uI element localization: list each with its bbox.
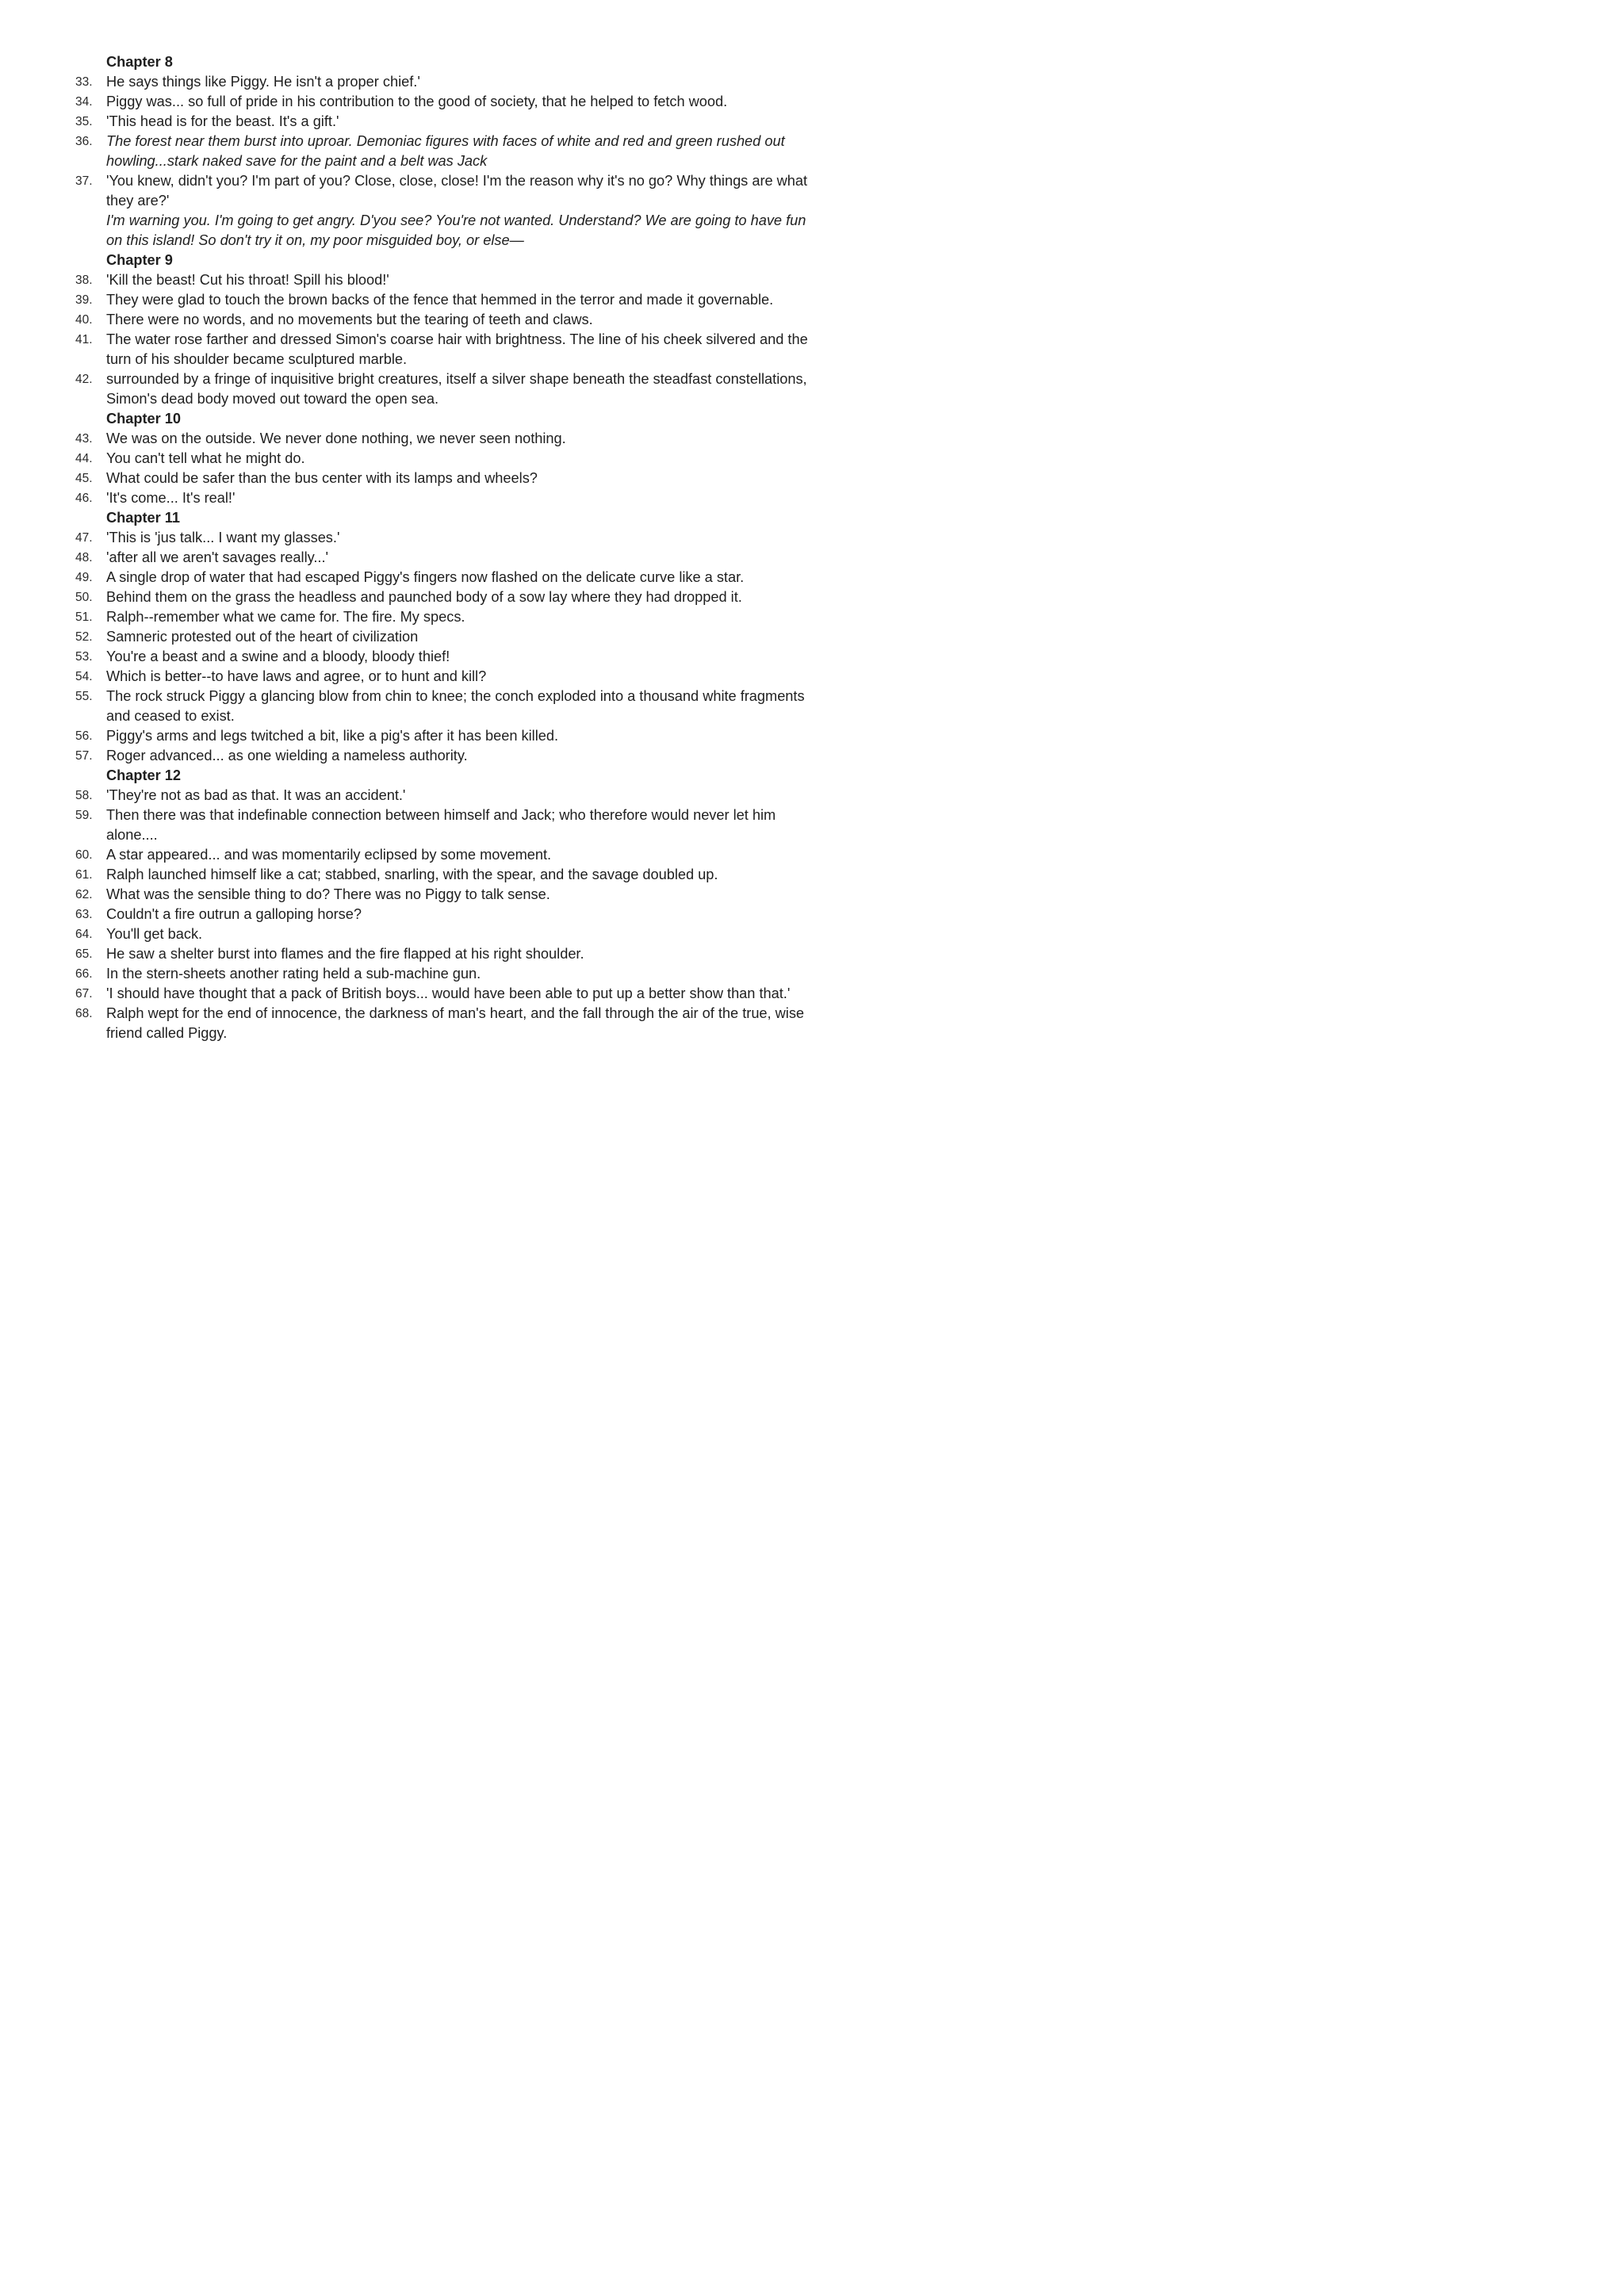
item-number: 50. [75, 591, 93, 604]
item-number: 33. [75, 75, 93, 89]
quote-text: The rock struck Piggy a glancing blow from chin to knee; the conch exploded into a thousand white fragments and ceased to exist. [106, 688, 805, 724]
list-item [75, 944, 821, 964]
quote-text: Couldn't a fire outrun a galloping horse? [106, 906, 362, 922]
item-number: 68. [75, 1007, 93, 1020]
quote-text: Piggy's arms and legs twitched a bit, like a pig's after it has been killed. [106, 728, 559, 744]
quote-text: You're a beast and a swine and a bloody, bloody thief! [106, 649, 450, 664]
chapter-heading: Chapter 9 [106, 252, 173, 268]
quote-text: Roger advanced... as one wielding a nameless authority. [106, 748, 468, 763]
item-number: 67. [75, 987, 93, 1001]
list-item [75, 132, 821, 171]
quote-text: Then there was that indefinable connection between himself and Jack; who therefore would never let him alone.... [106, 807, 776, 843]
item-number: 42. [75, 373, 93, 386]
quote-text: Behind them on the grass the headless and paunched body of a sow lay where they had dropped it. [106, 589, 742, 605]
quote-text: Ralph--remember what we came for. The fire. My specs. [106, 609, 465, 625]
quote-text: Which is better--to have laws and agree, or to hunt and kill? [106, 668, 487, 684]
list-item [75, 171, 821, 211]
quote-text: 'after all we aren't savages really...' [106, 549, 328, 565]
chapter-heading: Chapter 12 [106, 767, 182, 783]
quote-text: Piggy was... so full of pride in his contribution to the good of society, that he helped to fetch wood. [106, 94, 728, 109]
list-item [75, 290, 821, 310]
item-number: 65. [75, 947, 93, 961]
list-item [75, 885, 821, 905]
quote-text: 'Kill the beast! Cut his throat! Spill his blood!' [106, 272, 389, 288]
quote-text: A star appeared... and was momentarily eclipsed by some movement. [106, 847, 552, 863]
quote-text: surrounded by a fringe of inquisitive bright creatures, itself a silver shape beneath the steadfast constellations, Simon's dead body moved out toward the open sea. [106, 371, 807, 407]
quote-text: Ralph launched himself like a cat; stabbed, snarling, with the spear, and the savage doubled up. [106, 867, 718, 882]
list-item [75, 548, 821, 568]
list-item [75, 587, 821, 607]
list-item [75, 488, 821, 508]
quote-text: What could be safer than the bus center with its lamps and wheels? [106, 470, 538, 486]
quote-text: Samneric protested out of the heart of civilization [106, 629, 419, 645]
list-item [75, 845, 821, 865]
quote-text: 'You knew, didn't you? I'm part of you? Close, close, close! I'm the reason why it's no go? Why things are what they are?' [106, 173, 808, 209]
item-number: 63. [75, 908, 93, 921]
list-item [75, 865, 821, 885]
item-number: 59. [75, 809, 93, 822]
item-number: 47. [75, 531, 93, 545]
item-number: 56. [75, 729, 93, 743]
quote-text: A single drop of water that had escaped Piggy's fingers now flashed on the delicate curve like a star. [106, 569, 745, 585]
item-number: 60. [75, 848, 93, 862]
quote-text: He saw a shelter burst into flames and the fire flapped at his right shoulder. [106, 946, 584, 962]
quote-text: The water rose farther and dressed Simon's coarse hair with brightness. The line of his cheek silvered and the turn of his shoulder became sculptured marble. [106, 331, 808, 367]
quote-text: They were glad to touch the brown backs of the fence that hemmed in the terror and made it governable. [106, 292, 774, 308]
list-item [75, 112, 821, 132]
list-item [75, 1004, 821, 1043]
list-item [75, 647, 821, 667]
item-number: 62. [75, 888, 93, 901]
item-number: 36. [75, 135, 93, 148]
list-item [75, 469, 821, 488]
item-number: 58. [75, 789, 93, 802]
item-number: 39. [75, 293, 93, 307]
item-number: 34. [75, 95, 93, 109]
quote-text: 'It's come... It's real!' [106, 490, 236, 506]
list-item [75, 746, 821, 766]
quote-text: 'They're not as bad as that. It was an accident.' [106, 787, 406, 803]
quote-list [75, 52, 821, 1043]
list-item [75, 726, 821, 746]
list-item [75, 568, 821, 587]
item-number: 57. [75, 749, 93, 763]
chapter-heading: Chapter 8 [106, 54, 173, 70]
item-number: 40. [75, 313, 93, 327]
chapter-heading: Chapter 10 [106, 411, 182, 427]
list-item [75, 667, 821, 687]
list-item [75, 607, 821, 627]
item-number: 66. [75, 967, 93, 981]
item-number: 64. [75, 928, 93, 941]
list-item [75, 786, 821, 806]
item-number: 48. [75, 551, 93, 564]
quote-text: 'I should have thought that a pack of British boys... would have been able to put up a better show than that.' [106, 985, 791, 1001]
item-number: 41. [75, 333, 93, 346]
list-item [75, 270, 821, 290]
item-number: 38. [75, 274, 93, 287]
list-item [75, 984, 821, 1004]
item-number: 54. [75, 670, 93, 683]
list-item [75, 330, 821, 369]
item-number: 44. [75, 452, 93, 465]
list-item [75, 964, 821, 984]
quote-text: 'This is 'jus talk... I want my glasses.' [106, 530, 340, 545]
quote-text: In the stern-sheets another rating held a sub-machine gun. [106, 966, 481, 982]
quote-continuation: I'm warning you. I'm going to get angry. D'you see? You're not wanted. Understand? We are going to have fun on this island! So don't try it on, my poor misguided boy, or else— [106, 212, 806, 248]
list-item [75, 905, 821, 924]
item-number: 53. [75, 650, 93, 664]
item-number: 46. [75, 492, 93, 505]
list-item [75, 924, 821, 944]
item-number: 49. [75, 571, 93, 584]
list-item [75, 627, 821, 647]
list-item [75, 806, 821, 845]
quote-text: You'll get back. [106, 926, 203, 942]
item-number: 61. [75, 868, 93, 882]
list-item [75, 92, 821, 112]
quote-text: There were no words, and no movements but the tearing of teeth and claws. [106, 312, 593, 327]
item-number: 43. [75, 432, 93, 446]
quote-text: You can't tell what he might do. [106, 450, 305, 466]
quote-text: The forest near them burst into uproar. Demoniac figures with faces of white and red and green rushed out howling...stark naked save for the paint and a belt was Jack [106, 133, 785, 169]
quote-text: 'This head is for the beast. It's a gift.' [106, 113, 339, 129]
list-item [75, 687, 821, 726]
quote-text: He says things like Piggy. He isn't a proper chief.' [106, 74, 420, 90]
quote-text: Ralph wept for the end of innocence, the darkness of man's heart, and the fall through the air of the true, wise friend called Piggy. [106, 1005, 805, 1041]
quote-text: We was on the outside. We never done nothing, we never seen nothing. [106, 430, 566, 446]
list-item [75, 528, 821, 548]
chapter-heading: Chapter 11 [106, 510, 180, 526]
quote-text: What was the sensible thing to do? There was no Piggy to talk sense. [106, 886, 550, 902]
item-number: 52. [75, 630, 93, 644]
item-number: 35. [75, 115, 93, 128]
item-number: 51. [75, 610, 93, 624]
document-page [0, 0, 875, 1238]
list-item [75, 429, 821, 449]
list-item [75, 449, 821, 469]
item-number: 45. [75, 472, 93, 485]
list-item [75, 72, 821, 92]
list-item [75, 369, 821, 409]
list-item [75, 310, 821, 330]
item-number: 37. [75, 174, 93, 188]
item-number: 55. [75, 690, 93, 703]
